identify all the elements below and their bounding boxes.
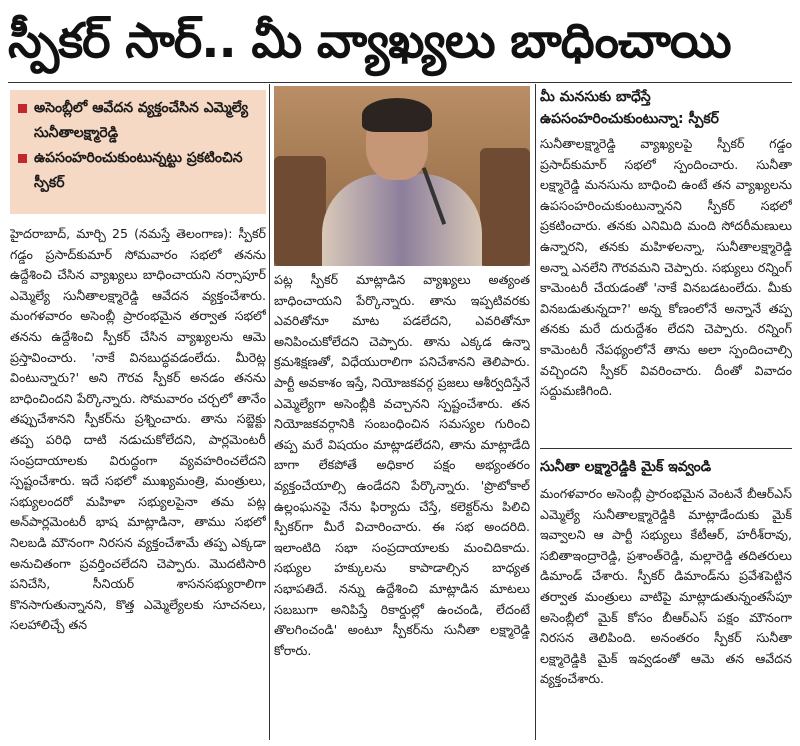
chair-shape [274, 156, 326, 266]
highlight-item [18, 96, 258, 146]
headline-rule [8, 82, 792, 83]
headline: స్పీకర్ సార్.. మీ వ్యాఖ్యలు బాధించాయి [8, 13, 731, 69]
bullet-icon [18, 104, 27, 113]
column-2-text: పట్ల స్పీకర్ మాట్లాడిన వ్యాఖ్యలు అత్యంత బాధించాయని పేర్కొన్నారు. తాను ఇప్పటివరకు ఎవరితోనూ మాట పడలేదని, ఎవరితోనూ అనిపించుకోలేదని చెప్పారు. తాను ఎక్కడ ఉన్నా క్రమశిక్షణతో, విధేయురాలిగా పనిచేశానని తెలిపారు. పార్టీ అవకాశం ఇస్తే, నియోజకవర్గ ప్రజలు ఆశీర్వదిస్తేనే ఎమ్మెల్యేగా అసెంబ్లీకి వచ్చానని స్పష్టంచేశారు. తన నియోజకవర్గానికి సంబంధించిన సమస్యల గురించి తప్ప మరే విషయం మాట్లాడలేదని, తాను మాట్లాడేది బాగా లేకపోతే అధికార పక్షం అభ్యంతరం వ్యక్తంచేయాల్సి ఉండేదని పేర్కొన్నారు. 'ప్రొటోకాల్ ఉల్లంఘనపై నేను ఫిర్యాదు చేస్తే, కలెక్టర్‌ను పిలిచి స్పీకర్‌గా మీరే విచారించారు. ఈ సభ అందరిది. ఇలాంటిది సభా సంప్రదాయాలకు మంచిదికాదు. సభ్యుల హక్కులను కాపాడాల్సిన బాధ్యత సభాపతిదే. నన్ను ఉద్దేశించి మాట్లాడిన మాటలు సబబుగా అనిపిస్తే రికార్డుల్లో ఉంచండి, లేదంటే తొలగించండి' అంటూ స్పీకర్‌ను సునీతా లక్ష్మారెడ్డి కోరారు. [274, 272, 530, 658]
column-separator [269, 84, 270, 740]
highlight-text: అసెంబ్లీలో ఆవేదన వ్యక్తంచేసిన ఎమ్మెల్యే సునీతాలక్ష్మారెడ్డి [34, 100, 249, 141]
highlights-box [10, 90, 266, 214]
section-rule [540, 448, 792, 449]
subheading-speaker: మీ మనసుకు బాధేస్తే ఉపసంహరించుకుంటున్నా: స్పీకర్ [540, 89, 719, 127]
bullet-icon [18, 154, 27, 163]
column-3-text-2: మంగళవారం అసెంబ్లీ ప్రారంభమైన వెంటనే బీఆర్ఎస్ ఎమ్మెల్యే సునీతాలక్ష్మారెడ్డికి మాట్లాడేందుకు మైక్ ఇవ్వాలని ఆ పార్టీ సభ్యులు కేటీఆర్, హరీశ్‌రావు, సబితాఇంద్రారెడ్డి, ప్రశాంత్‌రెడ్డి, మల్లారెడ్డి తదితరులు డిమాండ్ చేశారు. స్పీకర్ డిమాండ్‌ను ప్రవేశపెట్టిన తర్వాత మంత్రులు వాటిపై మాట్లాడుతున్నంతసేపూ అసెంబ్లీలో మైక్ కోసం బీఆర్ఎస్ పక్షం మౌనంగా నిరసన తెలిపింది. అనంతరం స్పీకర్ సునీతా లక్ష్మారెడ్డికి మైక్ ఇవ్వడంతో ఆమె తన ఆవేదన వ్యక్తంచేశారు. [540, 486, 792, 687]
figure-body [322, 174, 482, 266]
column-separator [535, 84, 536, 740]
subheading-mike: సునీతా లక్ష్మారెడ్డికి మైక్ ఇవ్వండి [540, 459, 712, 475]
column-3-text-1: సునీతాలక్ష్మారెడ్డి వ్యాఖ్యలపై స్పీకర్ గడ్డం ప్రసాద్‌కుమార్ సభలో స్పందించారు. సునీతా లక్ష్మారెడ్డి మనసును బాధించి ఉంటే తన వ్యాఖ్యలను ఉపసంహరించుకుంటున్నానని స్పీకర్ సభలో ప్రకటించారు. తనకు ఎనిమిది మంది సోదరీమణులు ఉన్నారని, తనకు మహిళలన్నా, సునీతాలక్ష్మారెడ్డి అన్నా ఎనలేని గౌరవమని చెప్పారు. సభ్యులు రన్నింగ్ కామెంటరీ చేయడంతో 'నాకే వినబడటంలేదు. మీకు వినబడుతున్నదా?' అన్న కోణంలోనే అన్నానే తప్ప తనకు మరే దురుద్దేశం లేదని చెప్పారు. రన్నింగ్ కామెంటరీ నేపథ్యంలోనే తాను అలా స్పందించాల్సి వచ్చిందని స్పీకర్ వివరించారు. దీంతో వివాదం సద్దుమణిగింది. [540, 136, 792, 399]
chair-shape [480, 148, 530, 266]
highlight-item [18, 146, 258, 196]
photo-legislator [274, 86, 530, 266]
column-1-text: హైదరాబాద్, మార్చి 25 (నమస్తే తెలంగాణ): స్పీకర్ గడ్డం ప్రసాద్‌కుమార్ సోమవారం సభలో తనను ఉద్దేశించి చేసిన వ్యాఖ్యలు బాధించాయని నర్సాపూర్ ఎమ్మెల్యే సునీతాలక్ష్మారెడ్డి ఆవేదన వ్యక్తంచేశారు. మంగళవారం అసెంబ్లీ ప్రారంభమైన తర్వాత సభలో తనను ఉద్దేశించి స్పీకర్ చేసిన వ్యాఖ్యలను ఆమె ప్రస్తావించారు. 'నాకే వినబుద్ధవడంలేదు. మీరెట్ల వింటున్నారు?' అని గౌరవ స్పీకర్ అనడం తనను బాధించిందని పేర్కొన్నారు. సోమవారం చర్చలో తానేం తప్పుచేశానని స్పీకర్‌ను ప్రశ్నించారు. తాను సబ్జెక్టు తప్ప పరిధి దాటి నడుచుకోలేదని, పార్లమెంటరీ సంప్రదాయాలకు విరుద్ధంగా వ్యవహరించలేదని స్పష్టంచేశారు. ఇదే సభలో ముఖ్యమంత్రి, మంత్రులు, సభ్యులందరో మహిళా సభ్యులపైనా తమ పట్ల అన్‌పార్లమెంటరీ భాష మాట్లాడినా, తాము సభలో నిలబడి మౌనంగా నిరసన వ్యక్తంచేశామే తప్ప ఎక్కడా అనుచితంగా ప్రవర్తించలేదని చెప్పారు. మొదటిసారి పనిచేసి, సీనియర్ శాసనసభ్యురాలిగా కొనసాగుతున్నానని, కొత్త ఎమ్మెల్యేలకు సూచనలు, సలహాలిచ్చే తన [10, 226, 266, 633]
highlight-text: ఉపసంహరించుకుంటున్నట్టు ప్రకటించిన స్పీకర్ [34, 150, 243, 191]
figure-hair [362, 98, 432, 132]
